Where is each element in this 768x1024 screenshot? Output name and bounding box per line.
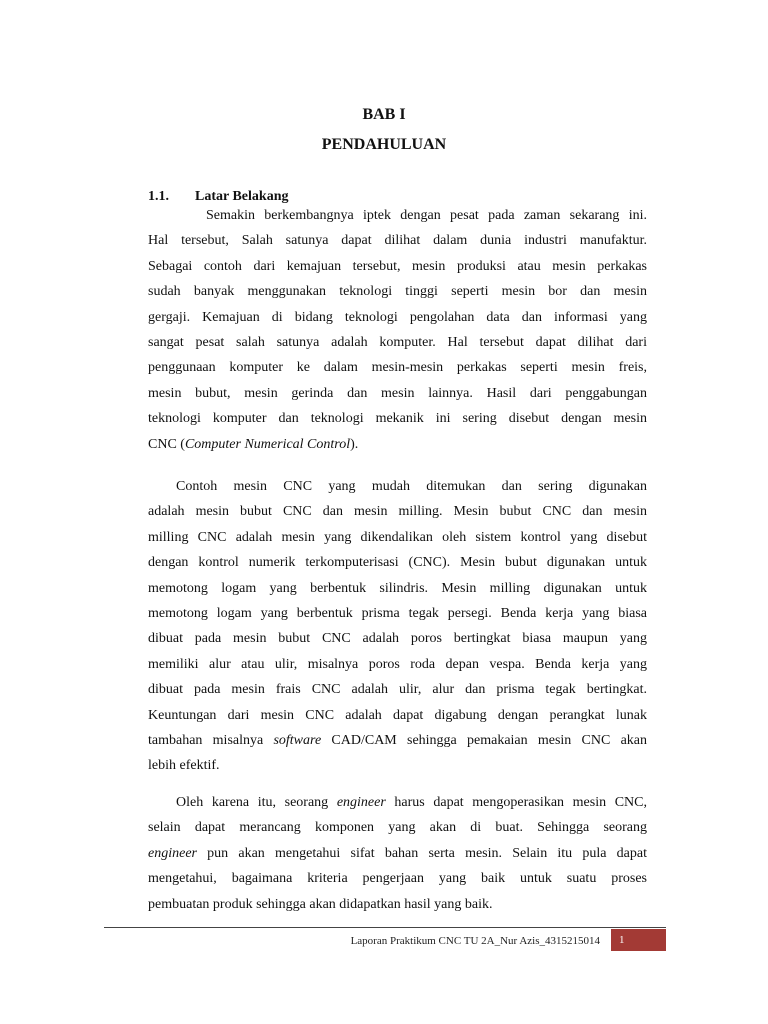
text-run: CAD/CAM sehingga pemakaian mesin CNC akan — [321, 732, 648, 748]
text-line — [148, 279, 647, 304]
italic-term: Computer Numerical Control — [184, 436, 351, 452]
italic-term: software — [273, 732, 322, 748]
text-line — [148, 652, 647, 677]
paragraph-cnc-examples — [148, 474, 647, 779]
text-line — [148, 626, 647, 651]
text-line — [148, 550, 647, 575]
text-run: gergaji. Kemajuan di bidang teknologi pengolahan data dan informasi yang — [148, 309, 647, 325]
text-run: selain dapat merancang komponen yang akan di buat. Sehingga seorang — [148, 820, 647, 836]
text-line — [148, 330, 647, 355]
text-run: sudah banyak menggunakan teknologi tinggi seperti mesin bor dan mesin — [148, 284, 647, 300]
chapter-number: BAB I — [362, 106, 406, 123]
paragraph-intro — [148, 203, 647, 457]
text-line — [148, 432, 647, 457]
italic-term: engineer — [148, 845, 197, 861]
text-run: harus dapat mengoperasikan mesin CNC, — [385, 795, 647, 810]
text-run: pembuatan produk sehingga akan didapatkan hasil yang baik. — [148, 896, 493, 912]
text-run: Keuntungan dari mesin CNC adalah dapat digabung dengan perangkat lunak — [148, 707, 647, 723]
text-line — [148, 815, 647, 840]
text-line — [148, 753, 647, 778]
text-line — [148, 305, 647, 330]
text-line — [148, 866, 647, 891]
text-run: penggunaan komputer ke dalam mesin-mesin perkakas seperti mesin freis, — [148, 360, 647, 376]
text-run: Semakin berkembangnya iptek dengan pesat pada zaman sekarang ini. — [206, 208, 647, 223]
text-line — [148, 892, 647, 917]
text-run: pun akan mengetahui sifat bahan serta mesin. Selain itu pula dapat — [196, 845, 647, 861]
text-run: dibuat pada mesin frais CNC adalah ulir, alur dan prisma tegak bertingkat. — [148, 682, 647, 698]
text-run: adalah mesin bubut CNC dan mesin milling. Mesin bubut CNC dan mesin — [148, 504, 647, 520]
text-run: Contoh mesin CNC yang mudah ditemukan dan sering digunakan — [176, 479, 647, 494]
text-line — [148, 499, 647, 524]
text-line — [148, 406, 647, 431]
text-line — [148, 790, 647, 815]
text-run: Hal tersebut, Salah satunya dapat dilihat dalam dunia industri manufaktur. — [148, 233, 647, 249]
text-run: memotong logam yang berbentuk prisma tegak persegi. Benda kerja yang biasa — [148, 605, 647, 621]
text-line — [148, 381, 647, 406]
text-run: dibuat pada mesin bubut CNC adalah poros bertingkat biasa maupun yang — [148, 631, 647, 647]
text-run: sangat pesat salah satunya adalah komputer. Hal tersebut dapat dilihat dari — [148, 334, 647, 350]
text-run: mesin bubut, mesin gerinda dan mesin lainnya. Hasil dari penggabungan — [148, 385, 647, 401]
text-line — [148, 254, 647, 279]
text-line — [148, 355, 647, 380]
text-line — [148, 228, 647, 253]
text-run: CNC ( — [148, 436, 185, 452]
page-number-badge: 1 — [611, 929, 666, 951]
text-run: memiliki alur atau ulir, misalnya poros roda depan vespa. Benda kerja yang — [148, 656, 647, 672]
text-line — [148, 703, 647, 728]
text-line — [148, 474, 647, 499]
text-line — [148, 203, 647, 228]
text-run: milling CNC adalah mesin yang dikendalikan oleh sistem kontrol yang disebut — [148, 529, 647, 545]
paragraph-engineer — [148, 790, 647, 917]
text-line — [148, 677, 647, 702]
text-run: ). — [350, 436, 359, 452]
text-run: Sebagai contoh dari kemajuan tersebut, mesin produksi atau mesin perkakas — [148, 258, 647, 274]
text-run: memotong logam yang berbentuk silindris. Mesin milling digunakan untuk — [148, 580, 647, 596]
footer-text: Laporan Praktikum CNC TU 2A_Nur Azis_4315215014 — [350, 935, 600, 947]
text-run: tambahan misalnya — [148, 732, 274, 748]
text-run: mengetahui, bagaimana kriteria pengerjaan yang baik untuk suatu proses — [148, 871, 647, 887]
section-number: 1.1. — [148, 189, 169, 204]
text-run: dengan kontrol numerik terkomputerisasi (CNC). Mesin bubut digunakan untuk — [148, 555, 647, 571]
text-run: Oleh karena itu, seorang — [176, 795, 337, 810]
chapter-title: PENDAHULUAN — [321, 136, 447, 153]
section-title: Latar Belakang — [195, 189, 289, 204]
text-run: lebih efektif. — [148, 758, 220, 774]
italic-term: engineer — [336, 795, 386, 810]
footer-divider — [104, 927, 666, 928]
text-line — [148, 601, 647, 626]
text-line — [148, 728, 647, 753]
text-line — [148, 576, 647, 601]
text-run: teknologi komputer dan teknologi mekanik ini sering disebut dengan mesin — [148, 411, 647, 427]
text-line — [148, 525, 647, 550]
text-line — [148, 841, 647, 866]
